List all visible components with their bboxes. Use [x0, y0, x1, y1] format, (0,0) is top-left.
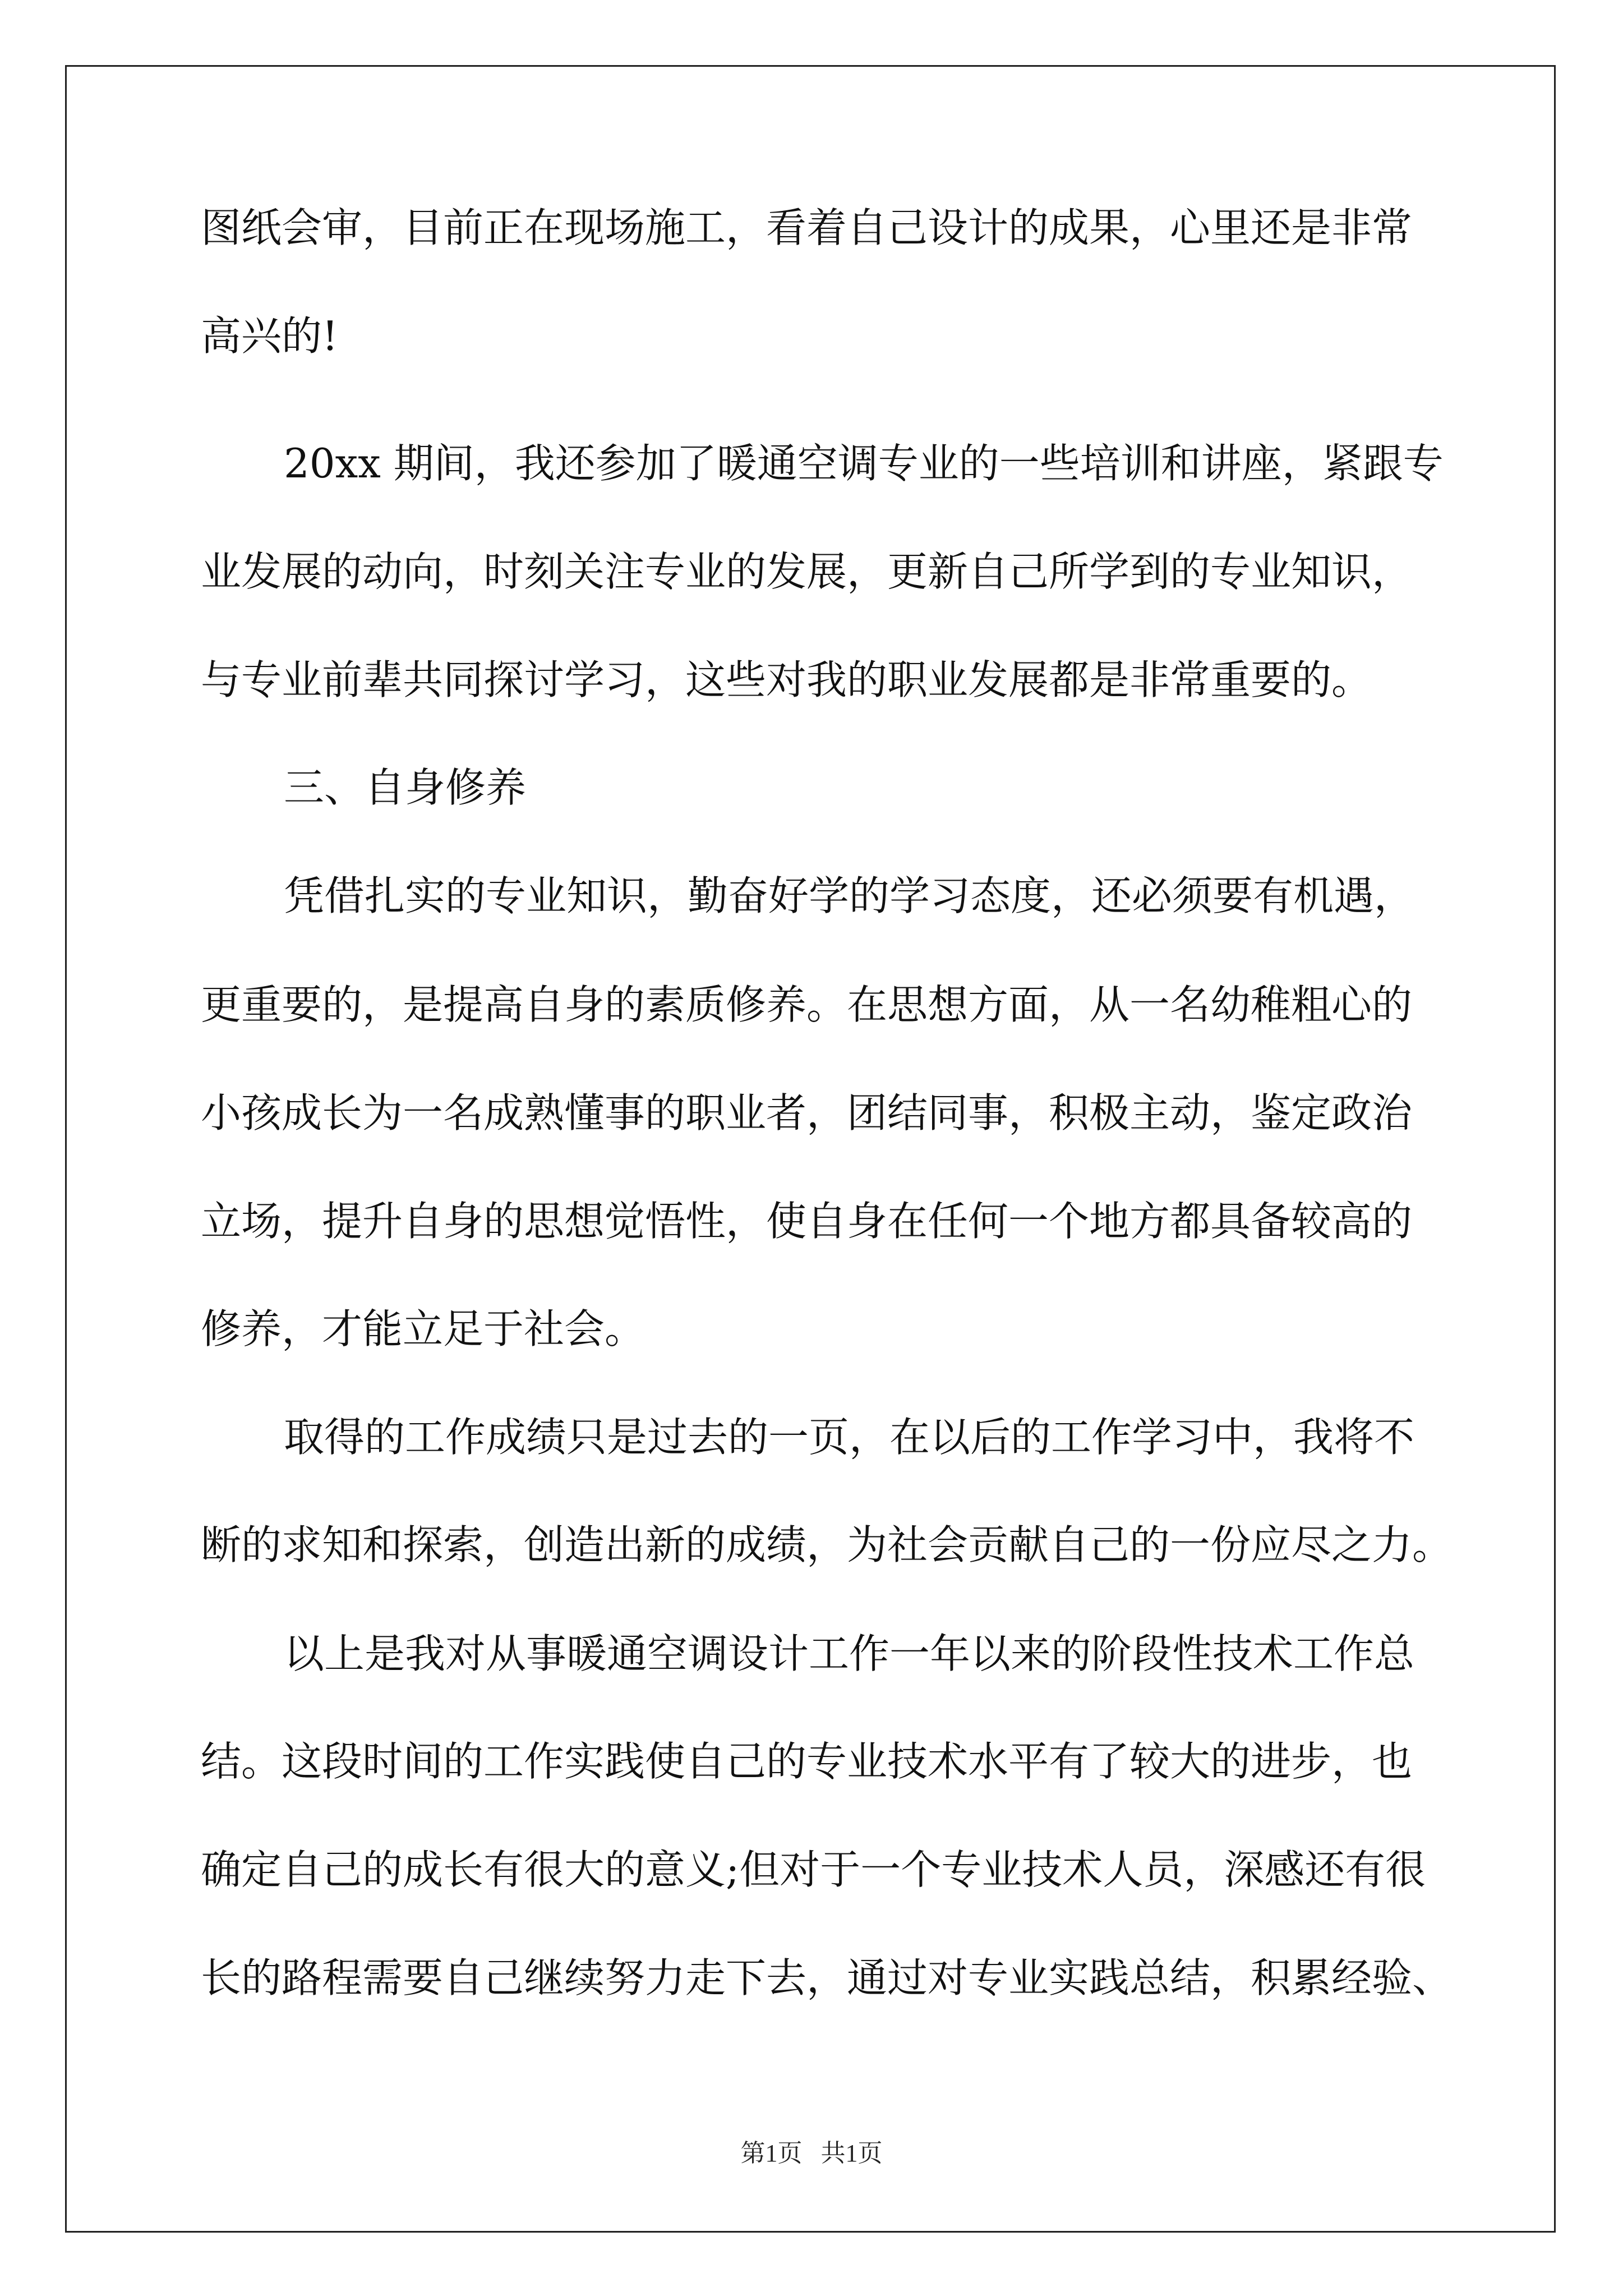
text-line: 凭借扎实的专业知识，勤奋好学的学习态度，还必须要有机遇，	[284, 872, 1415, 919]
text-line: 业发展的动向，时刻关注专业的发展，更新自己所学到的专业知识，	[201, 548, 1413, 595]
text-line: 更重要的，是提高自身的素质修养。在思想方面，从一名幼稚粗心的	[201, 981, 1413, 1028]
text-line: 长的路程需要自己继续努力走下去，通过对专业实践总结，积累经验、	[201, 1954, 1453, 2001]
text-line: 以上是我对从事暖通空调设计工作一年以来的阶段性技术工作总	[284, 1630, 1415, 1677]
text-line: 修养，才能立足于社会。	[201, 1305, 645, 1352]
text-line: 高兴的!	[201, 312, 338, 360]
text-line: 立场，提升自身的思想觉悟性，使自身在任何一个地方都具备较高的	[201, 1198, 1413, 1245]
text-line: 结。这段时间的工作实践使自己的专业技术水平有了较大的进步，也	[201, 1738, 1413, 1785]
text-line: 小孩成长为一名成熟懂事的职业者，团结同事，积极主动，鉴定政治	[201, 1089, 1413, 1137]
page-number-footer: 第1页 共1页	[740, 2139, 883, 2167]
text-line: 与专业前辈共同探讨学习，这些对我的职业发展都是非常重要的。	[201, 656, 1372, 703]
text-line: 断的求知和探索，创造出新的成绩，为社会贡献自己的一份应尽之力。	[201, 1521, 1453, 1568]
text-line: 确定自己的成长有很大的意义;但对于一个专业技术人员，深感还有很	[201, 1846, 1426, 1893]
text-line: 图纸会审，目前正在现场施工，看着自己设计的成果，心里还是非常	[201, 204, 1413, 251]
text-line: 20xx 期间，我还参加了暖通空调专业的一些培训和讲座，紧跟专	[284, 440, 1444, 487]
section-heading: 三、自身修养	[284, 764, 527, 811]
text-line: 取得的工作成绩只是过去的一页，在以后的工作学习中，我将不	[284, 1414, 1415, 1461]
page-border	[65, 65, 1556, 2233]
